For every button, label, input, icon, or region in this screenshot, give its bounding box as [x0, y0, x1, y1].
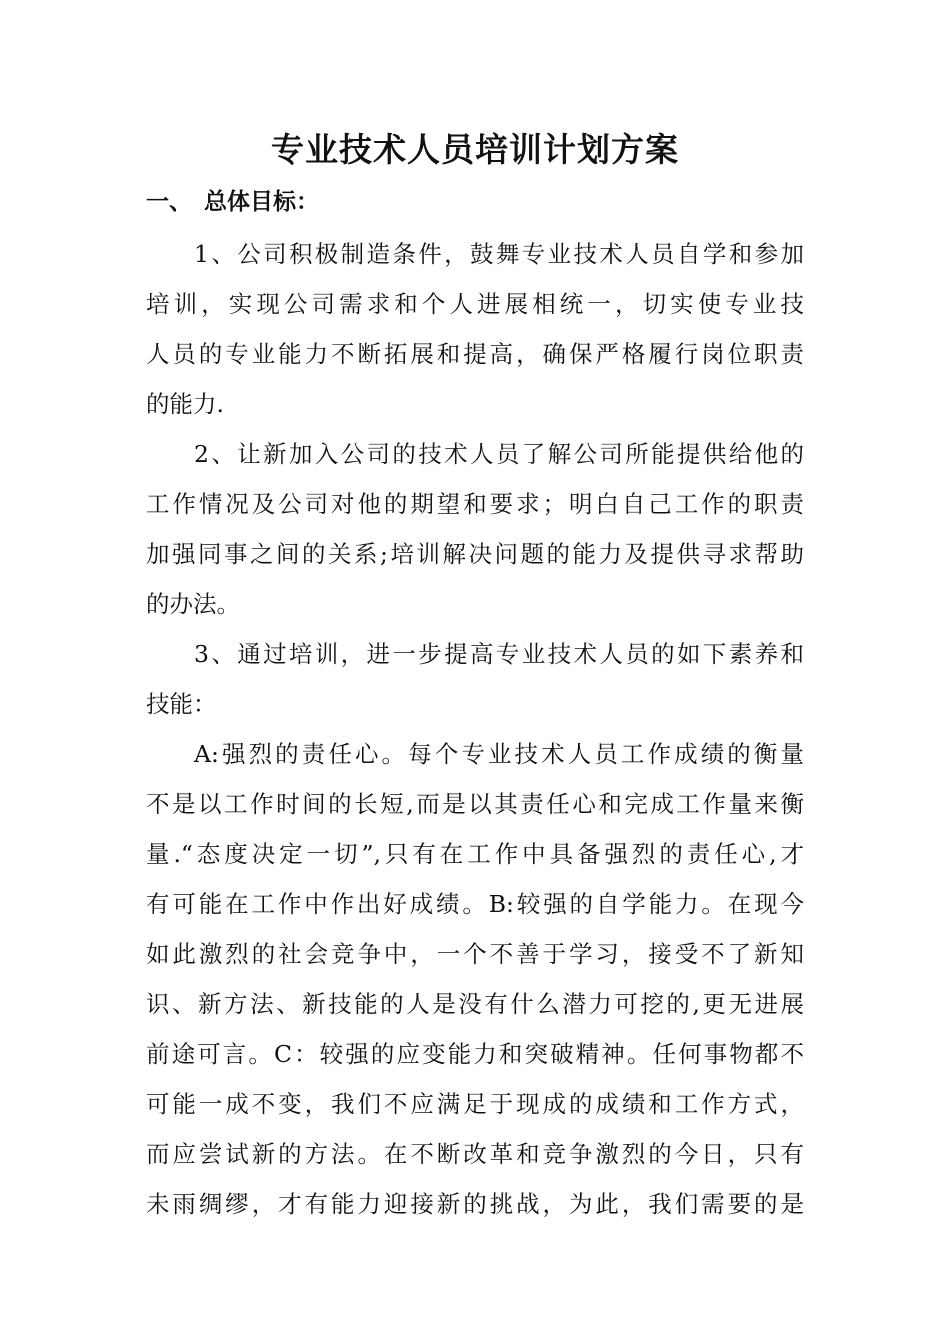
- text-line: 如此激烈的社会竞争中，一个不善于学习，接受不了新知: [146, 940, 804, 968]
- text-line: 技能：: [146, 690, 217, 718]
- text-line: 前途可言。C：较强的应变能力和突破精神。任何事物都不: [146, 1040, 804, 1068]
- text-line: 1、公司积极制造条件，鼓舞专业技术人员自学和参加: [194, 240, 804, 268]
- text-line: 的办法。: [146, 590, 240, 618]
- text-line: 3、通过培训，进一步提高专业技术人员的如下素养和: [194, 640, 804, 668]
- text-line: 而应尝试新的方法。在不断改革和竞争激烈的今日，只有: [146, 1140, 804, 1168]
- text-line: A:强烈的责任心。每个专业技术人员工作成绩的衡量: [194, 740, 804, 768]
- text-line: 有可能在工作中作出好成绩。B:较强的自学能力。在现今: [146, 890, 804, 918]
- text-line: 未雨绸缪，才有能力迎接新的挑战，为此，我们需要的是: [146, 1190, 804, 1218]
- text-line: 工作情况及公司对他的期望和要求；明白自己工作的职责: [146, 490, 804, 518]
- document-title: 专业技术人员培训计划方案: [271, 130, 679, 169]
- text-line: 可能一成不变，我们不应满足于现成的成绩和工作方式，: [146, 1090, 804, 1118]
- text-line: 量.“态度决定一切”,只有在工作中具备强烈的责任心,才: [146, 840, 804, 868]
- text-line: 培训，实现公司需求和个人进展相统一，切实使专业技: [146, 290, 804, 318]
- text-line: 识、新方法、新技能的人是没有什么潜力可挖的,更无进展: [146, 990, 804, 1018]
- text-line: 人员的专业能力不断拓展和提高，确保严格履行岗位职责: [146, 340, 804, 368]
- text-line: 加强同事之间的关系;培训解决问题的能力及提供寻求帮助: [146, 540, 804, 568]
- section-heading: [146, 180, 319, 224]
- text-line: 的能力.: [146, 390, 224, 418]
- document-body: [146, 229, 804, 1229]
- text-line: 2、让新加入公司的技术人员了解公司所能提供给他的: [194, 440, 804, 468]
- section-number: 一、: [146, 188, 192, 215]
- section-heading-text: 总体目标：: [204, 188, 319, 215]
- text-line: 不是以工作时间的长短,而是以其责任心和完成工作量来衡: [146, 790, 804, 818]
